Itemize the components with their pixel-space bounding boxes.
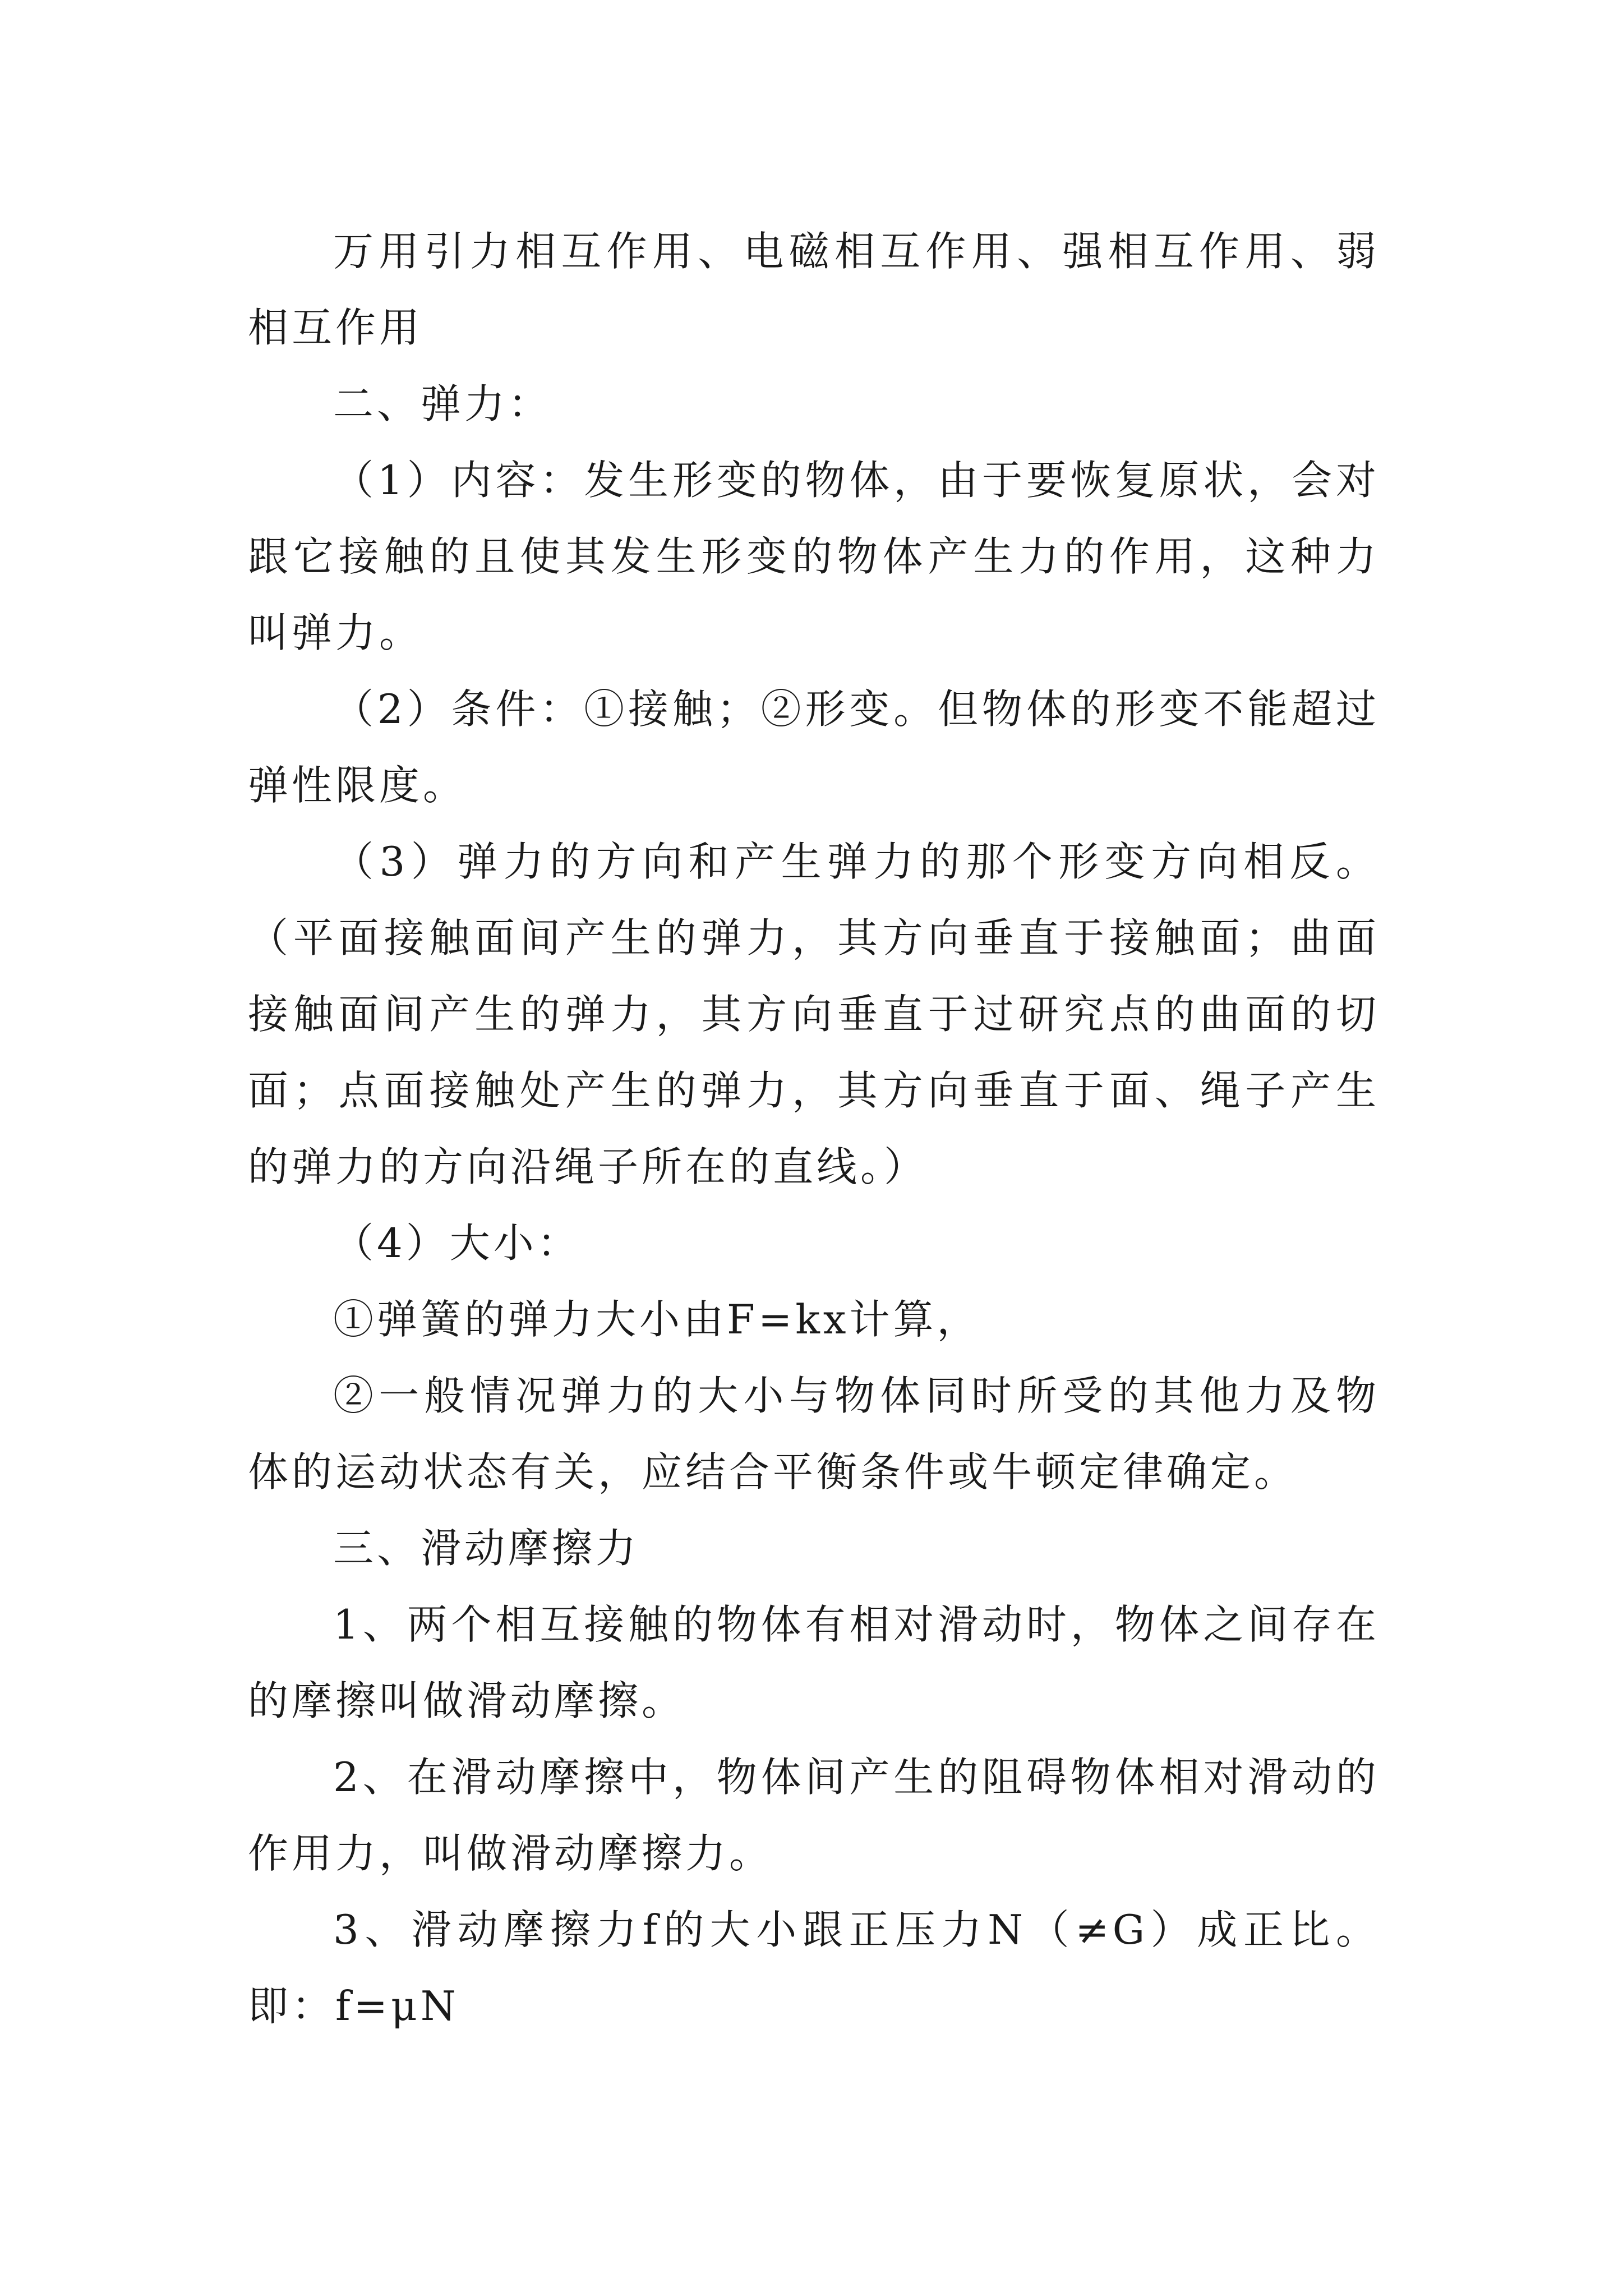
paragraph-elastic-direction: （3）弹力的方向和产生弹力的那个形变方向相反。（平面接触面间产生的弹力，其方向垂直于接触面；曲面接触面间产生的弹力，其方向垂直于过研究点的曲面的切面；点面接触处产生的弹力，其方向垂直于面、绳子产生的弹力的方向沿绳子所在的直线。） — [248, 838, 1380, 1190]
paragraph-fundamental-interactions: 万用引力相互作用、电磁相互作用、强相互作用、弱相互作用 — [248, 228, 1380, 351]
paragraph-sliding-friction-definition: 1、两个相互接触的物体有相对滑动时，物体之间存在的摩擦叫做滑动摩擦。 — [248, 1601, 1380, 1724]
paragraph-sliding-friction-formula: 3、滑动摩擦力f的大小跟正压力N（≠G）成正比。即：f=μN — [248, 1906, 1380, 2030]
paragraph-elastic-magnitude-heading: （4）大小： — [333, 1220, 581, 1267]
paragraph-elastic-conditions: （2）条件：①接触；②形变。但物体的形变不能超过弹性限度。 — [248, 685, 1380, 809]
paragraph-spring-force: ①弹簧的弹力大小由F=kx计算， — [333, 1296, 981, 1343]
paragraph-sliding-friction-force: 2、在滑动摩擦中，物体间产生的阻碍物体相对滑动的作用力，叫做滑动摩擦力。 — [248, 1754, 1380, 1877]
paragraph-elastic-definition: （1）内容：发生形变的物体，由于要恢复原状，会对跟它接触的且使其发生形变的物体产生力的作用，这种力叫弹力。 — [248, 457, 1380, 656]
document-body — [248, 213, 1380, 2044]
heading-sliding-friction: 三、滑动摩擦力 — [333, 1525, 640, 1572]
heading-elastic-force: 二、弹力： — [333, 380, 552, 427]
paragraph-general-elastic-force: ②一般情况弹力的大小与物体同时所受的其他力及物体的运动状态有关，应结合平衡条件或牛顿定律确定。 — [248, 1372, 1380, 1496]
